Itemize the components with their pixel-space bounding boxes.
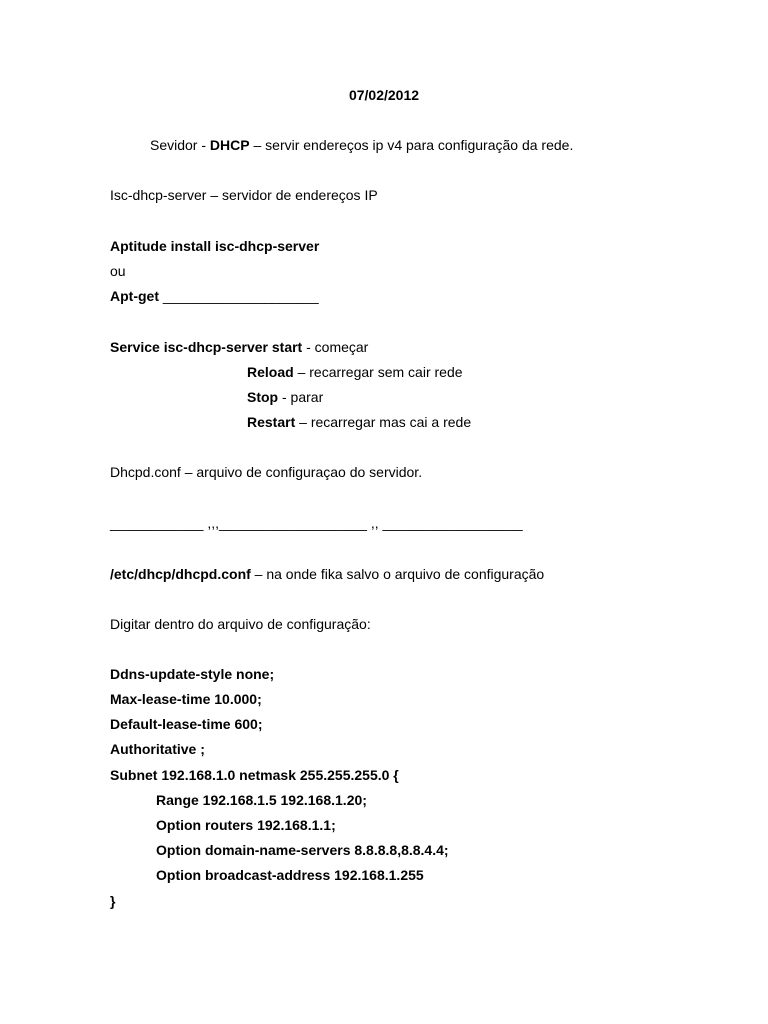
intro-prefix: Sevidor - bbox=[150, 137, 210, 153]
config-path-desc: – na onde fika salvo o arquivo de configuração bbox=[250, 566, 545, 582]
action-desc: – recarregar mas cai a rede bbox=[295, 414, 472, 430]
config-line: Authoritative ; bbox=[110, 741, 205, 757]
config-line: Subnet 192.168.1.0 netmask 255.255.255.0 { bbox=[110, 767, 399, 783]
separator-line: ____________ ,,,___________________ ,, __________________ bbox=[110, 515, 523, 531]
aptget-label: Apt-get bbox=[110, 288, 159, 304]
service-action bbox=[247, 388, 323, 406]
intro-term: DHCP bbox=[209, 137, 250, 153]
subnet-line: Range 192.168.1.5 192.168.1.20; bbox=[156, 792, 367, 808]
config-line: Default-lease-time 600; bbox=[110, 716, 263, 732]
config-line: Max-lease-time 10.000; bbox=[110, 691, 262, 707]
dhcpd-conf-line: Dhcpd.conf – arquivo de configuraçao do servidor. bbox=[110, 464, 423, 480]
action-desc: – recarregar sem cair rede bbox=[293, 364, 463, 380]
intro-suffix: – servir endereços ip v4 para configuração da rede. bbox=[249, 137, 574, 153]
action-name: Reload bbox=[247, 364, 294, 380]
isc-line: Isc-dhcp-server – servidor de endereços IP bbox=[110, 187, 378, 203]
config-path-line bbox=[110, 565, 544, 583]
service-command: Service isc-dhcp-server start bbox=[110, 339, 303, 355]
or-word: ou bbox=[110, 263, 126, 279]
type-inside-line: Digitar dentro do arquivo de configuração: bbox=[110, 616, 371, 632]
service-line bbox=[110, 338, 368, 356]
action-desc: - parar bbox=[278, 389, 324, 405]
document-date: 07/02/2012 bbox=[348, 87, 420, 103]
aptget-line bbox=[110, 287, 319, 305]
service-action bbox=[247, 413, 471, 431]
subnet-line: Option broadcast-address 192.168.1.255 bbox=[156, 867, 424, 883]
service-action bbox=[247, 363, 463, 381]
closing-brace: } bbox=[110, 893, 116, 909]
aptget-blank: ____________________ bbox=[159, 288, 319, 304]
action-name: Stop bbox=[247, 389, 279, 405]
intro-line bbox=[150, 136, 573, 154]
action-name: Restart bbox=[247, 414, 296, 430]
install-command: Aptitude install isc-dhcp-server bbox=[110, 238, 320, 254]
service-start-desc: - começar bbox=[302, 339, 369, 355]
subnet-line: Option domain-name-servers 8.8.8.8,8.8.4.4; bbox=[156, 842, 449, 858]
config-path: /etc/dhcp/dhcpd.conf bbox=[110, 566, 251, 582]
subnet-line: Option routers 192.168.1.1; bbox=[156, 817, 336, 833]
config-line: Ddns-update-style none; bbox=[110, 666, 275, 682]
